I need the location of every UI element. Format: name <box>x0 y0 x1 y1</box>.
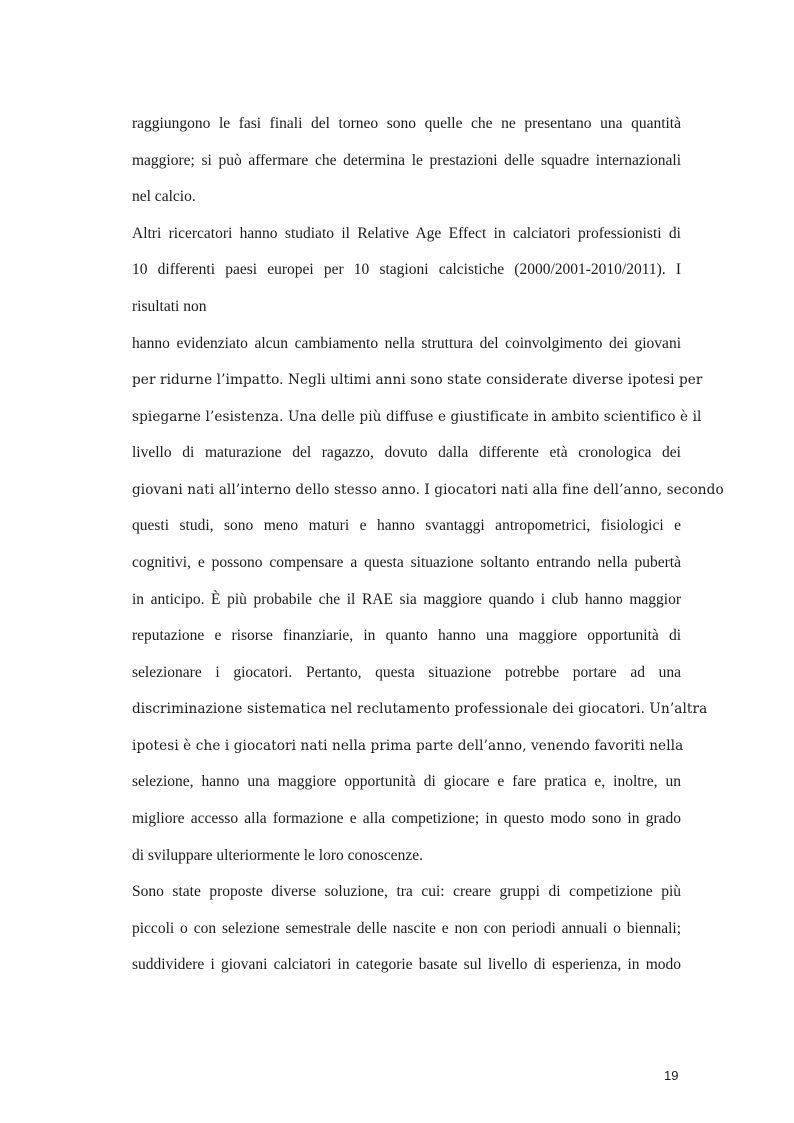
text-line: in anticipo. È più probabile che il RAE sia maggiore quando i club hanno maggior <box>132 591 681 608</box>
text-line: suddividere i giovani calciatori in categorie basate sul livello di esperienza, in modo <box>132 956 681 973</box>
text-line: livello di maturazione del ragazzo, dovuto dalla differente età cronologica dei <box>132 444 681 461</box>
text-line: ipotesi è che i giocatori nati nella prima parte dell’anno, venendo favoriti nella <box>132 738 684 754</box>
text-line: nel calcio. <box>132 188 196 205</box>
text-line: piccoli o con selezione semestrale delle nascite e non con periodi annuali o biennali; <box>132 920 681 937</box>
page-number: 19 <box>664 1068 679 1083</box>
text-line: spiegarne l’esistenza. Una delle più diffuse e giustificate in ambito scientifico è il <box>132 409 702 425</box>
text-line: discriminazione sistematica nel reclutamento professionale dei giocatori. Un’altra <box>132 701 708 717</box>
text-line: giovani nati all’interno dello stesso anno. I giocatori nati alla fine dell’anno, secondo <box>132 482 724 498</box>
text-line: per ridurne l’impatto. Negli ultimi anni sono state considerate diverse ipotesi per <box>132 372 703 388</box>
text-line: questi studi, sono meno maturi e hanno svantaggi antropometrici, fisiologici e <box>132 517 681 534</box>
text-line: selezione, hanno una maggiore opportunità di giocare e fare pratica e, inoltre, un <box>132 773 681 790</box>
text-line: di sviluppare ulteriormente le loro conoscenze. <box>132 847 423 864</box>
text-line: cognitivi, e possono compensare a questa situazione soltanto entrando nella pubertà <box>132 554 681 571</box>
text-line: Sono state proposte diverse soluzione, tra cui: creare gruppi di competizione più <box>132 883 681 900</box>
text-line: maggiore; si può affermare che determina le prestazioni delle squadre internazionali <box>132 152 681 169</box>
text-line: hanno evidenziato alcun cambiamento nella struttura del coinvolgimento dei giovani <box>132 335 681 352</box>
text-line: Altri ricercatori hanno studiato il Relative Age Effect in calciatori professionisti di <box>132 225 681 242</box>
text-line: risultati non <box>132 298 207 315</box>
text-line: 10 differenti paesi europei per 10 stagioni calcistiche (2000/2001-2010/2011). I <box>132 261 681 278</box>
text-line: selezionare i giocatori. Pertanto, questa situazione potrebbe portare ad una <box>132 664 681 681</box>
text-line: raggiungono le fasi finali del torneo sono quelle che ne presentano una quantità <box>132 115 681 132</box>
text-line: migliore accesso alla formazione e alla competizione; in questo modo sono in grado <box>132 810 681 827</box>
text-line: reputazione e risorse finanziarie, in quanto hanno una maggiore opportunità di <box>132 627 681 644</box>
